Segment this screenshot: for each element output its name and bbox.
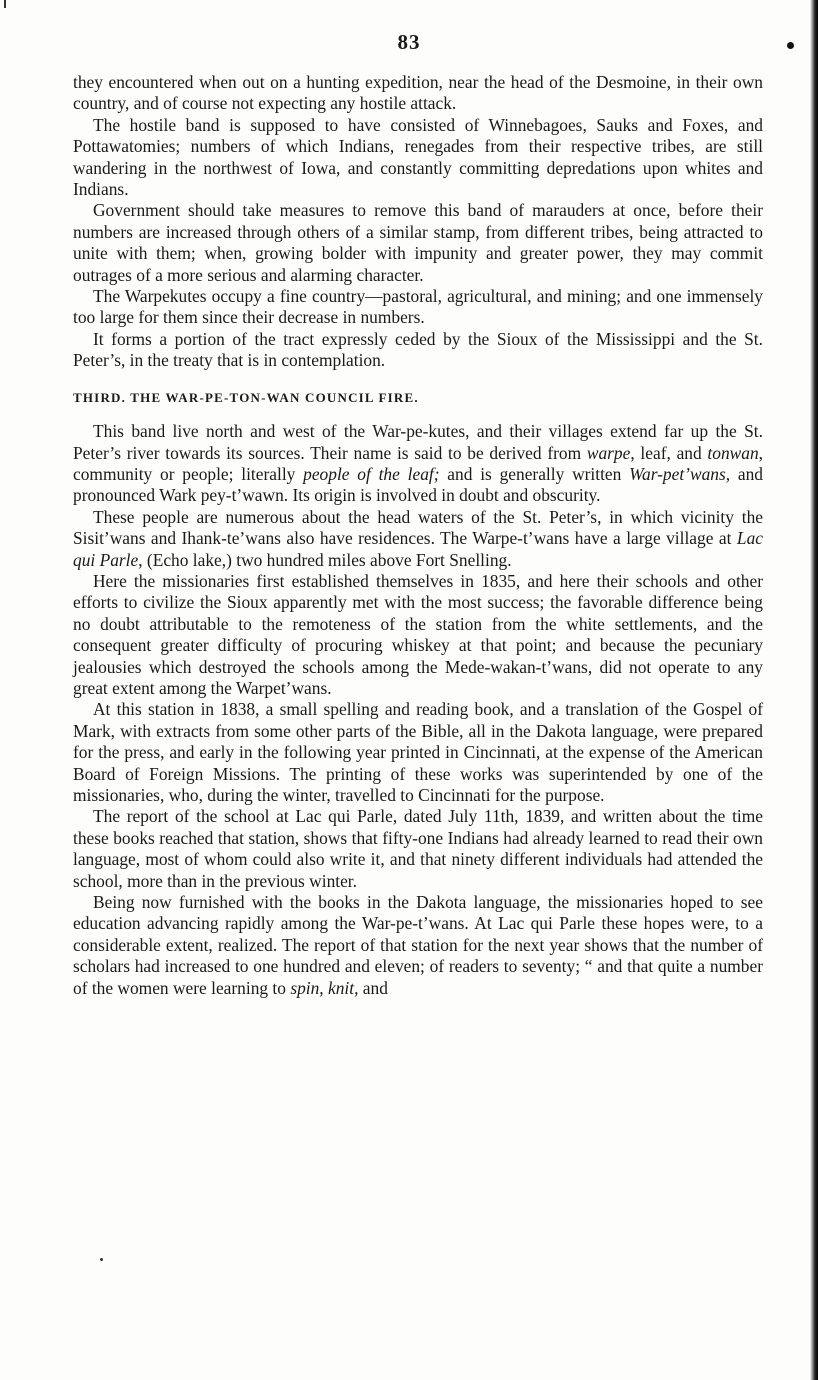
text-run: , (Echo lake,) two hundred miles above Fort Snelling. <box>138 549 512 570</box>
paragraph: The report of the school at Lac qui Parle, dated July 11th, 1839, and written about the time these books reached that station, shows that fifty-one Indians had already learned to read their own language, most of whom could also write it, and that ninety different individuals had attended the school, more than in the previous winter. <box>73 806 763 891</box>
paragraph: they encountered when out on a hunting expedition, near the head of the Desmoine, in their own country, and of course not expecting any hostile attack. <box>73 72 763 114</box>
text-run: and <box>358 977 388 998</box>
paragraph: Government should take measures to remove this band of marauders at once, before their numbers are increased through others of a similar stamp, from different tribes, being attracted to unite with them; when, growing bolder with impunity and greater power, they may commit outrages of a more serious and alarming character. <box>73 200 763 285</box>
italic-term: people of the leaf; <box>303 463 440 484</box>
margin-mark <box>4 0 6 8</box>
paragraph: At this station in 1838, a small spelling and reading book, and a translation of the Gospel of Mark, with extracts from some other parts of the Bible, all in the Dakota language, were prepared for the press, and early in the following year printed in Cincinnati, at the expense of the American Board of Foreign Missions. The printing of these works was superintended by one of the missionaries, who, during the winter, travelled to Cincinnati for the purpose. <box>73 699 763 805</box>
italic-term: War-pet’wans, <box>629 463 731 484</box>
paragraph: The Warpekutes occupy a fine country—pastoral, agricultural, and mining; and one immensely too large for them since their decrease in numbers. <box>73 286 763 328</box>
paragraph <box>73 421 763 507</box>
text-run: , leaf, and <box>630 442 708 463</box>
ink-dot <box>100 1258 103 1261</box>
body-text <box>73 72 763 999</box>
page-edge-shadow <box>810 0 818 1380</box>
paragraph: Here the missionaries first established themselves in 1835, and here their schools and other efforts to civilize the Sioux apparently met with the most success; the favorable difference being no doubt attributable to the remoteness of the station from the white settlements, and the consequent greater difficulty of procuring whiskey at that point; and because the pecuniary jealousies which destroyed the schools among the Mede-wakan-t’wans, did not operate to any great extent among the Warpet’wans. <box>73 570 763 698</box>
paragraph <box>73 507 763 571</box>
text-run: These people are numerous about the head waters of the St. Peter’s, in which vicinity the Sisit’wans and Ihank-te’wans also have residences. The Warpe-t’wans have a large village at <box>73 506 763 549</box>
paragraph: The hostile band is supposed to have consisted of Winnebagoes, Sauks and Foxes, and Pottawatomies; numbers of which Indians, renegades from their respective tribes, are still wandering in the northwest of Iowa, and constantly committing depredations upon whites and Indians. <box>73 114 763 200</box>
text-run: Being now furnished with the books in the Dakota language, the missionaries hoped to see education advancing rapidly among the War-pe-t’wans. At Lac qui Parle these hopes were, to a considerable extent, realized. The report of that station for the next year shows that the number of scholars had increased to one hundred and eleven; of readers to seventy; “ and that quite a number of the women were learning to <box>73 892 763 998</box>
text-run: This band live north and west of the War-pe-kutes, and their villages extend far up the St. Peter’s river towards its sources. Their name is said to be derived from <box>73 421 763 463</box>
text-run: and is generally written <box>439 463 630 484</box>
text-run: and pronounced Wark pey-t’wawn. Its origin is involved in doubt and obscurity. <box>73 463 763 506</box>
italic-term: spin, knit, <box>290 977 359 998</box>
italic-term: warpe <box>586 442 631 463</box>
page-number: 83 <box>397 30 421 54</box>
paragraph <box>73 892 763 999</box>
text-run: , community or people; literally <box>73 442 763 484</box>
section-heading: THIRD. THE WAR-PE-TON-WAN COUNCIL FIRE. <box>73 389 419 405</box>
italic-term: tonwan <box>707 442 759 463</box>
paragraph: It forms a portion of the tract expressly ceded by the Sioux of the Mississippi and the St. Peter’s, in the treaty that is in contemplation. <box>73 328 763 371</box>
italic-term: Lac qui Parle <box>73 528 763 570</box>
